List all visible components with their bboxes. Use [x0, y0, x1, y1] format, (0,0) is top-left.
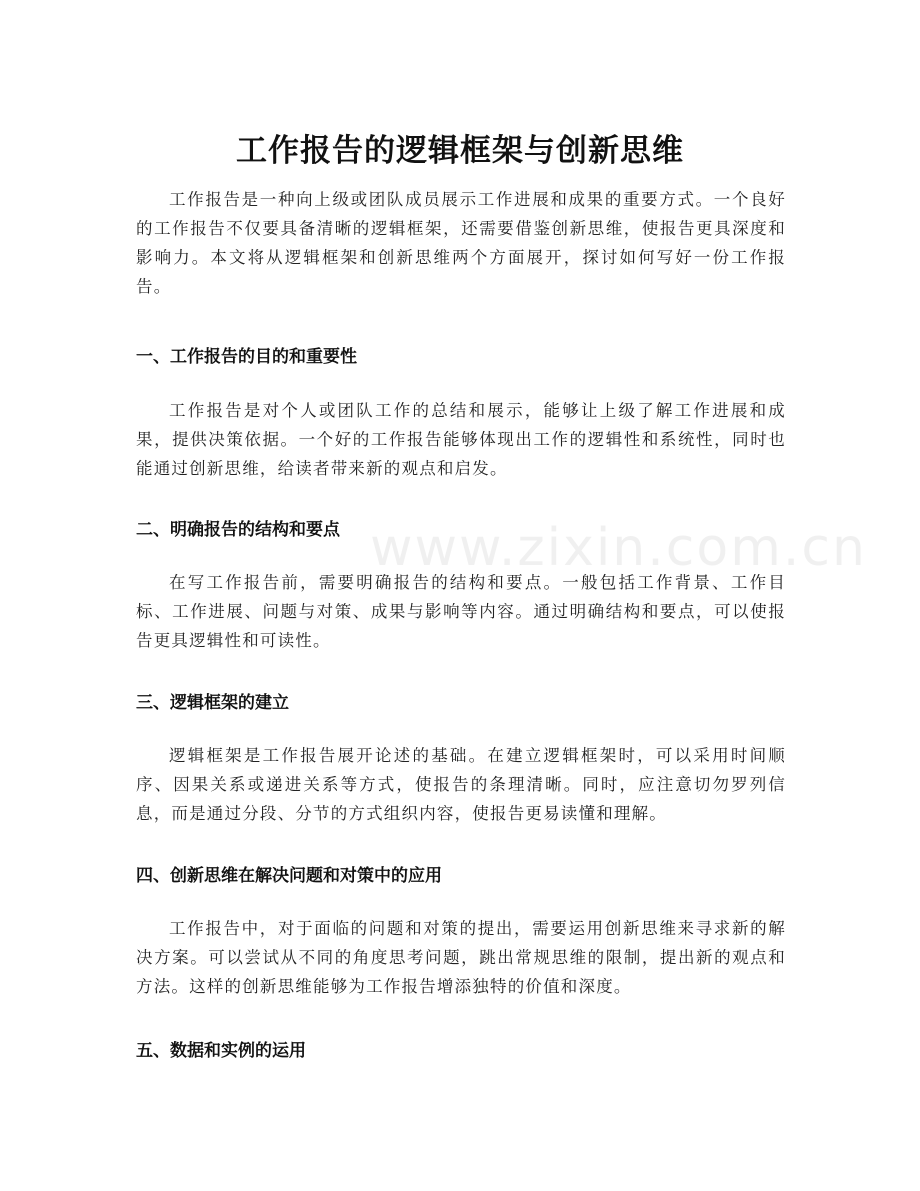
watermark-text: www.zixin.com.cn: [370, 518, 867, 578]
intro-paragraph: 工作报告是一种向上级或团队成员展示工作进展和成果的重要方式。一个良好的工作报告不仅要具备清晰的逻辑框架，还需要借鉴创新思维，使报告更具深度和影响力。本文将从逻辑框架和创新思维两个方面展开，探讨如何写好一份工作报告。: [136, 190, 786, 296]
section-heading-3: 三、逻辑框架的建立: [136, 693, 289, 713]
section-body-4: 工作报告中，对于面临的问题和对策的提出，需要运用创新思维来寻求新的解决方案。可以尝试从不同的角度思考问题，跳出常规思维的限制，提出新的观点和方法。这样的创新思维能够为工作报告增添独特的价值和深度。: [136, 919, 786, 996]
section-heading-5: 五、数据和实例的运用: [136, 1041, 306, 1061]
section-body-1: 工作报告是对个人或团队工作的总结和展示，能够让上级了解工作进展和成果，提供决策依据。一个好的工作报告能够体现出工作的逻辑性和系统性，同时也能通过创新思维，给读者带来新的观点和启发。: [136, 401, 786, 478]
section-heading-1: 一、工作报告的目的和重要性: [136, 347, 357, 367]
section-heading-2: 二、明确报告的结构和要点: [136, 520, 340, 540]
section-body-3: 逻辑框架是工作报告展开论述的基础。在建立逻辑框架时，可以采用时间顺序、因果关系或递进关系等方式，使报告的条理清晰。同时，应注意切勿罗列信息，而是通过分段、分节的方式组织内容，使报告更易读懂和理解。: [136, 746, 786, 823]
section-heading-4: 四、创新思维在解决问题和对策中的应用: [136, 866, 442, 886]
document-title: 工作报告的逻辑框架与创新思维: [236, 132, 684, 169]
section-body-2: 在写工作报告前，需要明确报告的结构和要点。一般包括工作背景、工作目标、工作进展、问题与对策、成果与影响等内容。通过明确结构和要点，可以使报告更具逻辑性和可读性。: [136, 573, 786, 650]
